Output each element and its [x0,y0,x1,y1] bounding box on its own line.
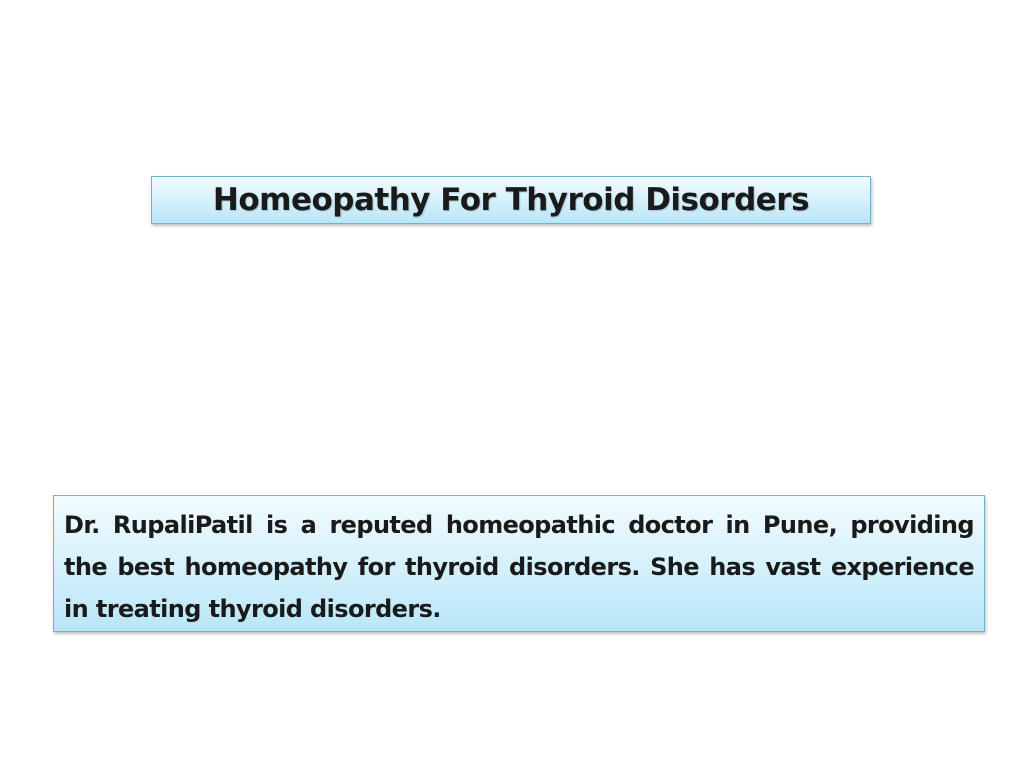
title-box [151,176,871,224]
body-box [53,495,985,632]
slide-title: Homeopathy For Thyroid Disorders [212,182,810,218]
slide-body-text: Dr. RupaliPatil is a reputed homeopathic doctor in Pune, providing the best homeopathy for thyroid disorders. She has vast experience in treating thyroid disorders. [64,511,974,623]
